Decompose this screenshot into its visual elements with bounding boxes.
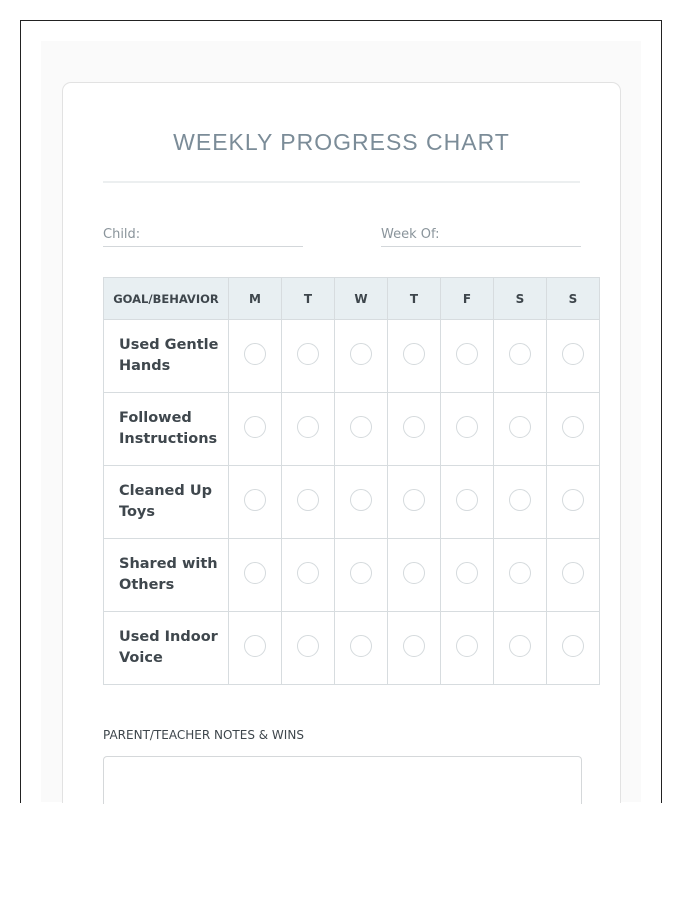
chart-card — [62, 82, 621, 803]
day-cell — [547, 393, 600, 466]
day-header: T — [282, 278, 335, 320]
check-circle[interactable] — [509, 489, 531, 511]
goal-label: Used Indoor Voice — [104, 612, 229, 685]
day-cell — [388, 393, 441, 466]
day-cell — [335, 320, 388, 393]
table-row — [104, 539, 600, 612]
day-cell — [282, 320, 335, 393]
day-cell — [441, 466, 494, 539]
day-cell — [547, 320, 600, 393]
table-row — [104, 612, 600, 685]
check-circle[interactable] — [350, 635, 372, 657]
day-cell — [494, 612, 547, 685]
check-circle[interactable] — [350, 416, 372, 438]
check-circle[interactable] — [297, 416, 319, 438]
day-header: S — [494, 278, 547, 320]
table-row — [104, 466, 600, 539]
day-header: T — [388, 278, 441, 320]
goal-label: Cleaned Up Toys — [104, 466, 229, 539]
day-cell — [282, 539, 335, 612]
check-circle[interactable] — [456, 489, 478, 511]
day-cell — [229, 466, 282, 539]
day-cell — [441, 612, 494, 685]
title-divider — [103, 181, 580, 183]
goal-header: GOAL/BEHAVIOR — [104, 278, 229, 320]
check-circle[interactable] — [562, 343, 584, 365]
goal-label: Used Gentle Hands — [104, 320, 229, 393]
day-cell — [547, 466, 600, 539]
week-of-field[interactable] — [381, 227, 581, 247]
page-title: WEEKLY PROGRESS CHART — [173, 129, 510, 155]
check-circle[interactable] — [456, 635, 478, 657]
check-circle[interactable] — [297, 489, 319, 511]
day-header: W — [335, 278, 388, 320]
progress-table — [103, 277, 600, 685]
day-cell — [229, 539, 282, 612]
goal-label: Followed Instructions — [104, 393, 229, 466]
table-row — [104, 320, 600, 393]
child-field[interactable] — [103, 227, 303, 247]
check-circle[interactable] — [562, 635, 584, 657]
day-cell — [335, 393, 388, 466]
check-circle[interactable] — [509, 562, 531, 584]
day-header: M — [229, 278, 282, 320]
day-cell — [441, 393, 494, 466]
day-cell — [494, 320, 547, 393]
day-cell — [547, 612, 600, 685]
check-circle[interactable] — [403, 343, 425, 365]
check-circle[interactable] — [244, 562, 266, 584]
notes-textarea[interactable] — [103, 756, 582, 804]
day-cell — [388, 320, 441, 393]
check-circle[interactable] — [350, 343, 372, 365]
check-circle[interactable] — [456, 343, 478, 365]
check-circle[interactable] — [403, 416, 425, 438]
day-cell — [335, 539, 388, 612]
day-cell — [441, 320, 494, 393]
notes-label: PARENT/TEACHER NOTES & WINS — [103, 728, 304, 742]
check-circle[interactable] — [509, 343, 531, 365]
check-circle[interactable] — [244, 635, 266, 657]
check-circle[interactable] — [403, 635, 425, 657]
check-circle[interactable] — [350, 489, 372, 511]
day-header: S — [547, 278, 600, 320]
check-circle[interactable] — [244, 489, 266, 511]
day-cell — [282, 466, 335, 539]
day-cell — [335, 466, 388, 539]
goal-label: Shared with Others — [104, 539, 229, 612]
child-label: Child: — [103, 227, 141, 242]
check-circle[interactable] — [403, 562, 425, 584]
check-circle[interactable] — [562, 562, 584, 584]
check-circle[interactable] — [297, 343, 319, 365]
day-cell — [494, 393, 547, 466]
check-circle[interactable] — [456, 416, 478, 438]
week-of-label: Week Of: — [381, 227, 440, 242]
day-cell — [229, 320, 282, 393]
day-cell — [494, 466, 547, 539]
day-cell — [441, 539, 494, 612]
day-cell — [388, 539, 441, 612]
day-cell — [282, 612, 335, 685]
day-cell — [229, 393, 282, 466]
day-cell — [494, 539, 547, 612]
check-circle[interactable] — [350, 562, 372, 584]
day-header: F — [441, 278, 494, 320]
day-cell — [388, 466, 441, 539]
check-circle[interactable] — [562, 489, 584, 511]
check-circle[interactable] — [297, 562, 319, 584]
check-circle[interactable] — [509, 635, 531, 657]
check-circle[interactable] — [509, 416, 531, 438]
table-header-row — [104, 278, 600, 320]
check-circle[interactable] — [244, 416, 266, 438]
day-cell — [282, 393, 335, 466]
check-circle[interactable] — [403, 489, 425, 511]
check-circle[interactable] — [297, 635, 319, 657]
day-cell — [229, 612, 282, 685]
day-cell — [388, 612, 441, 685]
check-circle[interactable] — [562, 416, 584, 438]
check-circle[interactable] — [244, 343, 266, 365]
table-row — [104, 393, 600, 466]
check-circle[interactable] — [456, 562, 478, 584]
day-cell — [547, 539, 600, 612]
day-cell — [335, 612, 388, 685]
